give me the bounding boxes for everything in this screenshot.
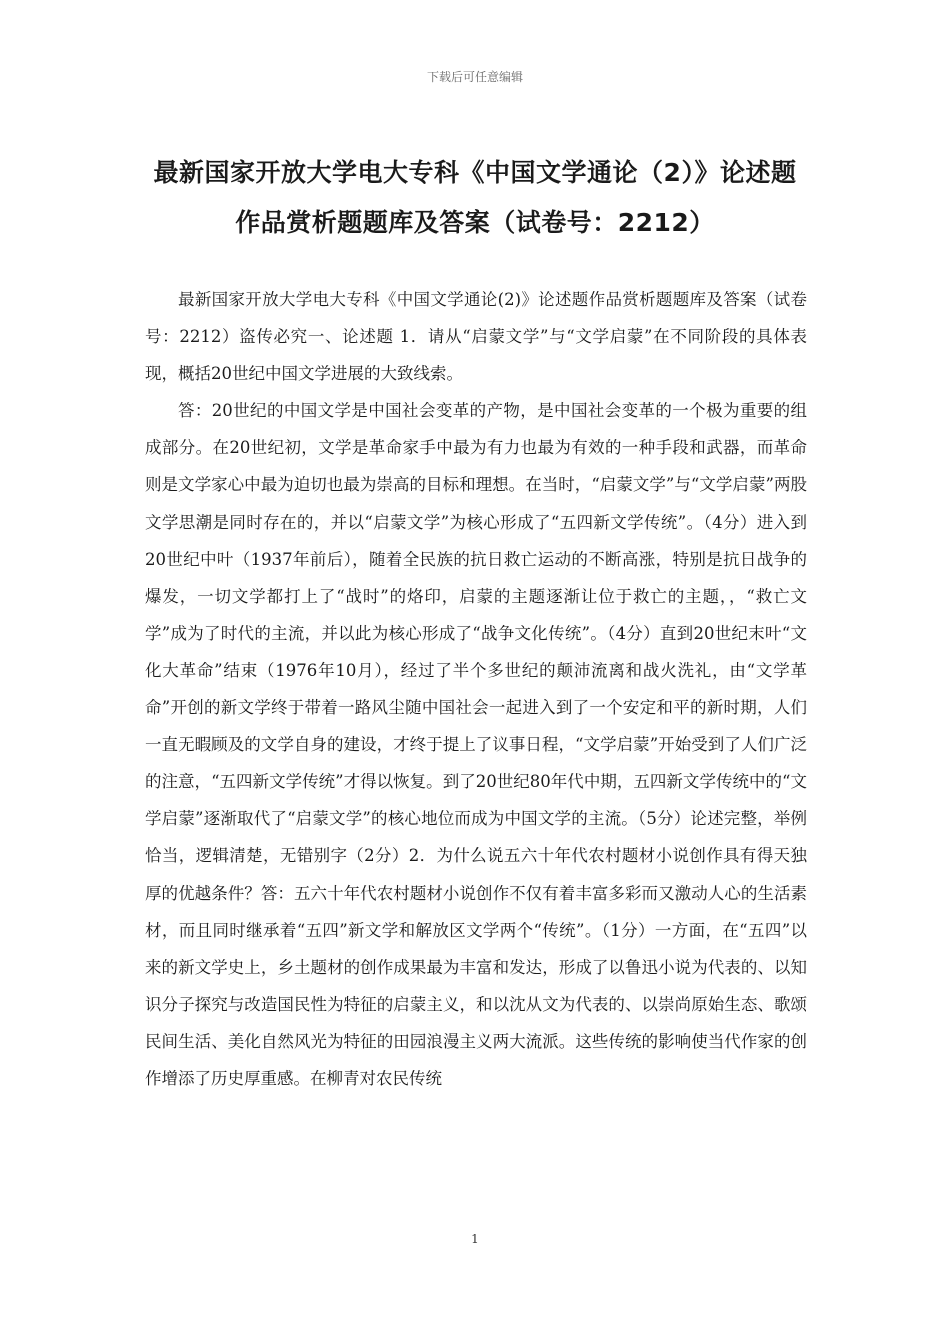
page-number: 1 (471, 1232, 479, 1246)
document-title (110, 148, 840, 248)
paragraph-intro: 最新国家开放大学电大专科《中国文学通论(2)》论述题作品赏析题题库及答案（试卷号：2212）盗传必究一、论述题 1．请从“启蒙文学”与“文学启蒙”在不同阶段的具体表现，概括20世纪中国文学进展的大致线索。 (145, 290, 807, 384)
title-line-1: 最新国家开放大学电大专科《中国文学通论（2）》论述题 (153, 158, 797, 187)
title-line-2: 作品赏析题题库及答案（试卷号：2212） (235, 208, 715, 237)
page-header-note: 下载后可任意编辑 (426, 70, 523, 84)
document-body (145, 281, 807, 1097)
paragraph-answer: 答：20世纪的中国文学是中国社会变革的产物，是中国社会变革的一个极为重要的组成部分。在20世纪初，文学是革命家手中最为有力也最为有效的一种手段和武器，而革命则是文学家心中最为迫切也最为崇高的目标和理想。在当时，“启蒙文学”与“文学启蒙”两股文学思潮是同时存在的，并以“启蒙文学”为核心形成了“五四新文学传统”。（4分）进入到20世纪中叶（1937年前后），随着全民族的抗日救亡运动的不断高涨，特别是抗日战争的爆发，一切文学都打上了“战时”的烙印，启蒙的主题逐渐让位于救亡的主题，，“救亡文学”成为了时代的主流，并以此为核心形成了“战争文化传统”。（4分）直到20世纪末叶“文化大革命”结束（1976年10月），经过了半个多世纪的颠沛流离和战火洗礼，由“文学革命”开创的新文学终于带着一路风尘随中国社会一起进入到了一个安定和平的新时期，人们一直无暇顾及的文学自身的建设，才终于提上了议事日程，“文学启蒙”开始受到了人们广泛的注意，“五四新文学传统”才得以恢复。到了20世纪80年代中期，五四新文学传统中的“文学启蒙”逐渐取代了“启蒙文学”的核心地位而成为中国文学的主流。（5分）论述完整，举例恰当，逻辑清楚，无错别字（2分）2．为什么说五六十年代农村题材小说创作具有得天独厚的优越条件？答：五六十年代农村题材小说创作不仅有着丰富多彩而又激动人心的生活素材，而且同时继承着“五四”新文学和解放区文学两个“传统”。（1分）一方面，在“五四”以来的新文学史上，乡土题材的创作成果最为丰富和发达，形成了以鲁迅小说为代表的、以知识分子探究与改造国民性为特征的启蒙主义，和以沈从文为代表的、以崇尚原始生态、歌颂民间生活、美化自然风光为特征的田园浪漫主义两大流派。这些传统的影响使当代作家的创作增添了历史厚重感。在柳青对农民传统 (145, 401, 807, 1088)
